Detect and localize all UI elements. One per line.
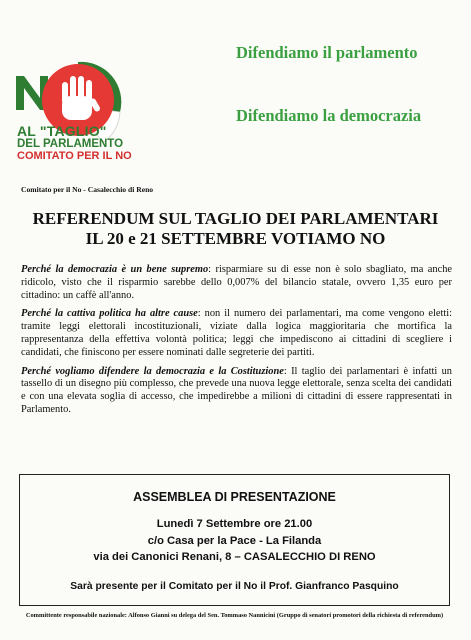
slogan-parliament: Difendiamo il parlamento [236, 43, 418, 62]
logo-title: AL "TAGLIO" [17, 123, 107, 139]
assembly-speaker: Sarà presente per il Comitato per il No il Prof. Gianfranco Pasquino [70, 581, 399, 592]
slogan-democracy: Difendiamo la democrazia [236, 106, 422, 125]
paragraph-text: : non il numero dei parlamentari, ma come vengono eletti: tramite leggi elettorali incostituzionali, viziate dalla logica maggioritaria che mortifica la rappresentanza della effettiva volontà politica; leggi che impediscono ai cittadini di scegliere i candidati, che finiscono per essere nominati dalle segreterie dei partiti. [21, 308, 452, 358]
paragraph-3 [21, 366, 452, 417]
title-line-1: REFERENDUM SUL TAGLIO DEI PARLAMENTARI [32, 209, 439, 228]
body-text [21, 264, 452, 423]
footer-legal-note: Committente responsabile nazionale: Alfonso Gianni su delega del Sen. Tommaso Nannicini (Gruppo di senatori promotori della richiesta di referendum) [25, 612, 444, 619]
assembly-date: Lunedì 7 Settembre ore 21.00 [156, 518, 313, 530]
title-line-2: IL 20 e 21 SETTEMBRE VOTIAMO NO [85, 229, 386, 248]
paragraph-text: : risparmiare su di esse non è solo sbagliato, ma anche ridicolo, visto che il risparmio sarebbe dello 0,007% del bilancio statale, ovvero 1,35 euro per cittadino: un caffè all'anno. [21, 264, 452, 301]
assembly-place: c/o Casa per la Pace - La Filanda [147, 535, 322, 547]
paragraph-1 [21, 264, 452, 302]
committee-name: Comitato per il No - Casalecchio di Reno [21, 185, 154, 194]
paragraph-lead: Perché la democrazia è un bene supremo [21, 264, 209, 275]
logo-subtitle: DEL PARLAMENTO [17, 138, 124, 150]
paragraph-text: : Il taglio dei parlamentari è infatti un tassello di un disegno più complesso, che prevede una nuova legge elettorale, senza scelta dei candidati e con una elevata soglia di accesso, che impedirebbe a milioni di cittadini di essere rappresentati in Parlamento. [21, 365, 453, 415]
assembly-address: via dei Canonici Renani, 8 – CASALECCHIO DI RENO [93, 551, 376, 563]
page-title [0, 209, 471, 249]
paragraph-lead: Perché vogliamo difendere la democrazia e la Costituzione [21, 365, 284, 377]
paragraph-2 [21, 308, 452, 359]
assembly-title: ASSEMBLEA DI PRESENTAZIONE [133, 490, 336, 504]
paragraph-lead: Perché la cattiva politica ha altre cause [21, 308, 198, 320]
logo-committee: COMITATO PER IL NO [17, 150, 132, 162]
assembly-box [19, 474, 450, 606]
